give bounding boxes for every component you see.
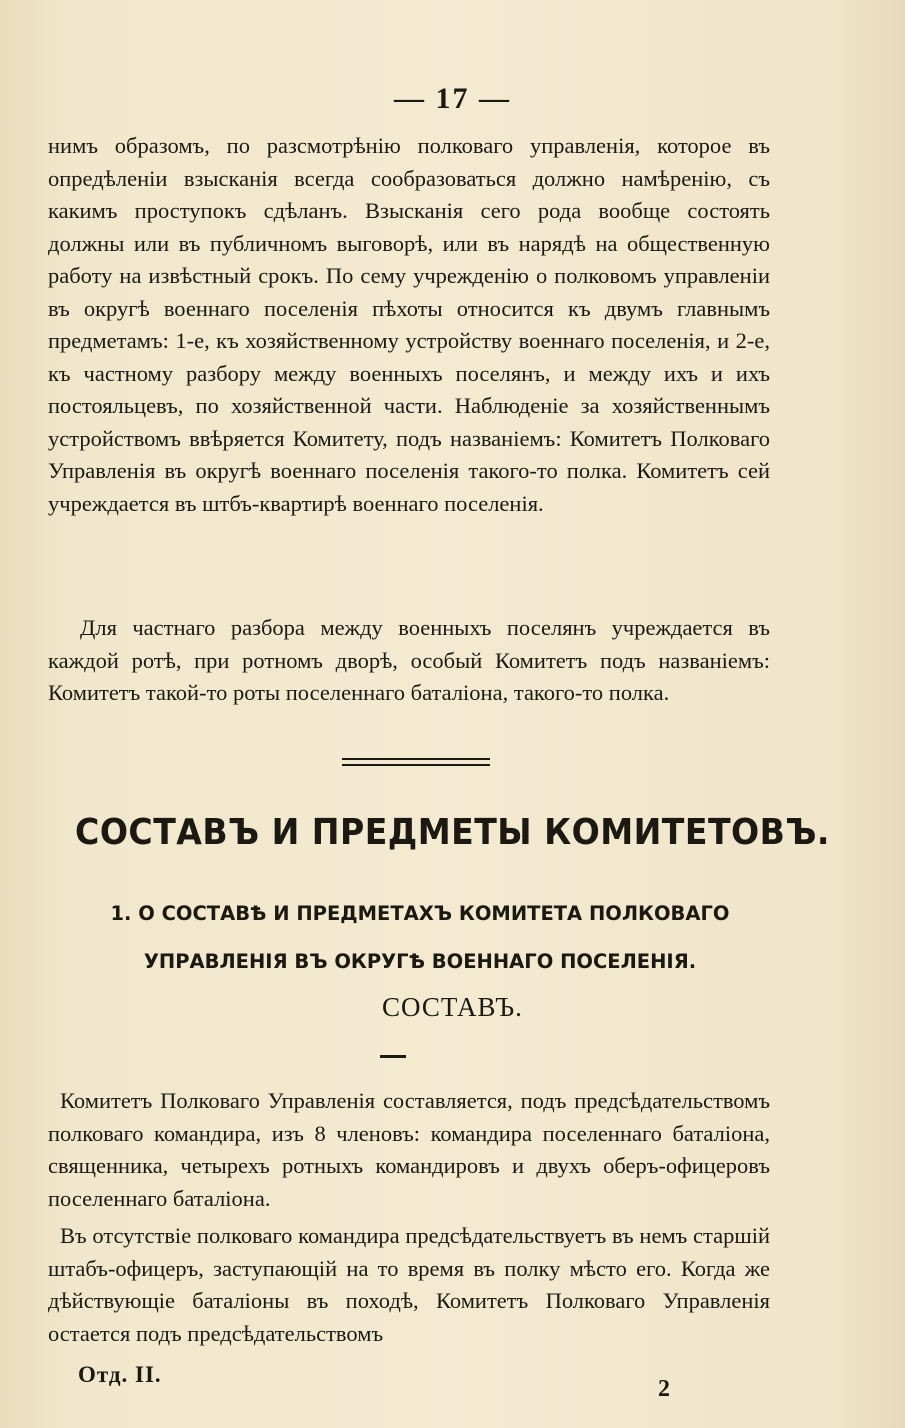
double-rule-divider xyxy=(342,758,490,766)
paragraph-3: Комитетъ Полковаго Управленія составляется, подъ предсѣдательствомъ полковаго командира, изъ 8 членовъ: командира поселеннаго баталіона, священника, четырехъ ротныхъ командировъ и двухъ оберъ-офицеровъ поселеннаго баталіона. xyxy=(48,1088,770,1211)
footer-section-label: Отд. II. xyxy=(78,1362,162,1387)
paragraph-2: Для частнаго разбора между военныхъ поселянъ учреждается въ каждой ротѣ, при ротномъ дворѣ, особый Комитетъ подъ названіемъ: Комитетъ такой-то роты поселеннаго баталіона, такого-то полка. xyxy=(48,615,770,705)
paragraph-4: Въ отсутствіе полковаго командира предсѣдательствуетъ въ немъ старшій штабъ-офицеръ, заступающій на то время въ полку мѣсто его. Когда же дѣйствующіе баталіоны въ походѣ, Комитетъ Полковаго Управленія остается подъ предсѣдательствомъ xyxy=(48,1223,770,1346)
signature-mark: 2 xyxy=(658,1376,670,1402)
section-title: СОСТАВЪ И ПРЕДМЕТЫ КОМИТЕТОВЪ. xyxy=(75,812,830,853)
page-number: — 17 — xyxy=(394,82,511,115)
subsection-title: 1. О СОСТАВѢ И ПРЕДМЕТАХЪ КОМИТЕТА ПОЛКОВАГО УПРАВЛЕНІЯ ВЪ ОКРУГѢ ВОЕННАГО ПОСЕЛЕНІЯ. xyxy=(110,902,730,973)
short-rule-divider xyxy=(380,1055,406,1058)
sostav-heading: СОСТАВЪ. xyxy=(382,992,523,1022)
paragraph-1: нимъ образомъ, по разсмотрѣнію полковаго управленія, которое въ опредѣленіи взысканія всегда сообразоваться должно намѣренію, съ какимъ проступокъ сдѣланъ. Взысканія сего рода вообще состоять должны или въ публичномъ выговорѣ, или въ нарядѣ на общественную работу на извѣстный срокъ. По сему учрежденію о полковомъ управленіи въ округѣ военнаго поселенія пѣхоты относится къ двумъ главнымъ предметамъ: 1-е, къ хозяйственному устройству военнаго поселенія, и 2-е, къ частному разбору между военныхъ поселянъ, и между ихъ и ихъ постояльцевъ, по хозяйственной части. Наблюденіе за хозяйственнымъ устройствомъ ввѣряется Комитету, подъ названіемъ: Комитетъ Полковаго Управленія въ округѣ военнаго поселенія такого-то полка. Комитетъ сей учреждается въ штбъ-квартирѣ военнаго поселенія. xyxy=(48,133,770,516)
